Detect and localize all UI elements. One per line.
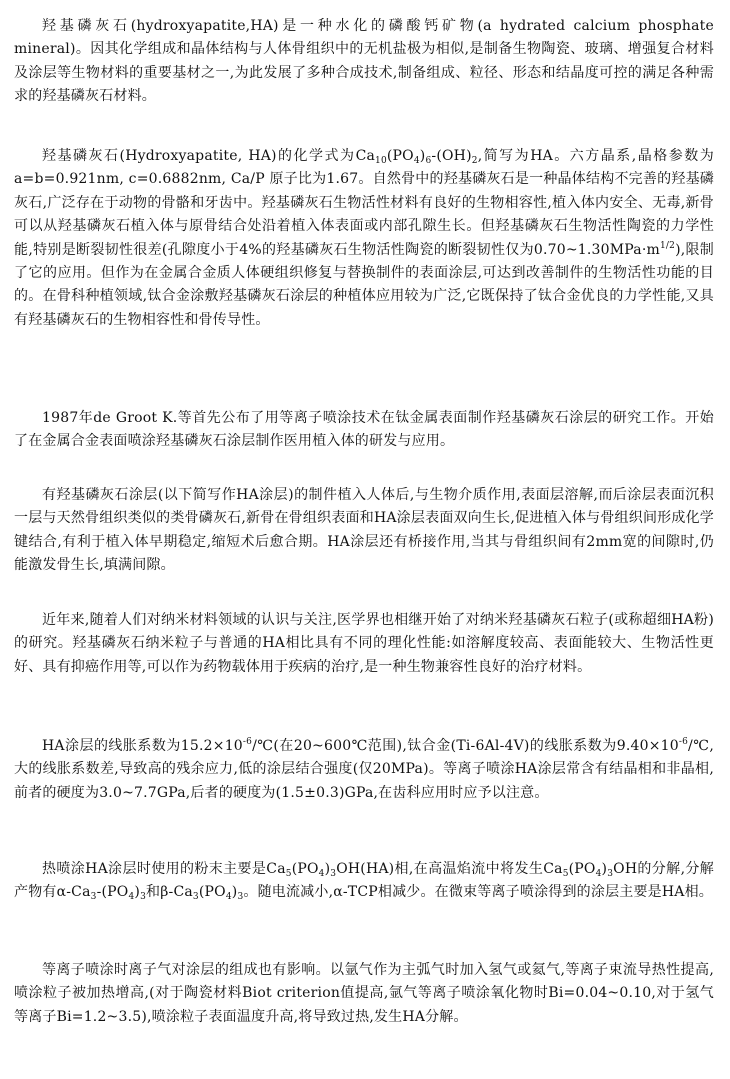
text-run: 羟基磷灰石(Hydroxyapatite, HA)的化学式为Ca [42,148,376,164]
text-run: ) [231,884,238,901]
text-run: ) [601,861,608,877]
text-run: 5 [562,869,569,879]
text-run: 4 [225,892,232,903]
text-run: 6 [425,156,432,166]
text-run: 羟基磷灰石(hydroxyapatite,HA)是一种水化的磷酸钙矿物(a hydrated calcium phosphate mineral)。因其化学组成和晶体结构与人体骨组织中的无机盐极为相似,是制备生物陶瓷、玻璃、增强复合材料及涂层等生物材料的重要基材之一,为此发展了多种合成技术,制备组成、粒径、形态和结晶度可控的满足各种需求的羟基磷灰石材料。 [14,18,714,105]
text-run: 3 [237,892,244,903]
text-run: OH(HA)相,在高温焰流中将发生Ca [336,861,563,877]
text-run: ) [134,884,141,901]
text-run: 4 [413,156,420,166]
text-run: -(PO [96,884,129,901]
text-run: -6 [242,737,253,747]
text-run: 3 [330,869,337,879]
text-run: (PO [291,861,319,877]
text-run: OH的分解,分解产物有α-Ca [14,861,714,901]
text-run: 1987年de Groot K.等首先公布了用等离子喷涂技术在钛金属表面制作羟基磷灰石涂层的研究工作。开始了在金属合金表面喷涂羟基磷灰石涂层制作医用植入体的研发与应用。 [14,410,714,450]
text-run: 等离子喷涂时离子气对涂层的组成也有影响。以氩气作为主弧气时加入氢气或氦气,等离子束流导热性提高,喷涂粒子被加热增高,(对于陶瓷材料Biot criterion值提高,氩气等离子喷涂氧化物时Bi=0.04~0.10,对于氢气等离子Bi=1.2~3.5),喷涂粒子表面温度升高,将导致过热,发生HA分解。 [14,962,714,1025]
text-run: 10 [375,156,387,166]
text-run: ) [324,861,331,877]
paragraph-8 [14,959,714,1029]
paragraph-6 [14,735,714,805]
paragraph-7 [14,858,714,905]
paragraph-5 [14,609,714,679]
text-run: ,简写为HA。六方晶系,晶格参数为a=b=0.921nm, c=0.6882nm, Ca/P 原子比为1.67。自然骨中的羟基磷灰石是一种晶体结构不完善的羟基磷灰石,广泛存在于动物的骨骼和牙齿中。羟基磷灰石生物活性材料有良好的生物相容性,植入体内安全、无毒,新骨可以从羟基磷灰石植入体与原骨结合处沿着植入体表面或内部孔隙生长。但羟基磷灰石生物活性陶瓷的力学性能,特别是断裂韧性很差(孔隙度小于4%的羟基磷灰石生物活性陶瓷的断裂韧性仅为0.70~1.30MPa·m [14,148,714,258]
text-run: 4 [128,892,135,903]
text-run: (PO [198,884,226,901]
text-run: 热喷涂HA涂层时使用的粉末主要是Ca [42,861,286,877]
text-run: 2 [471,156,478,166]
text-run: 1/2 [659,240,676,251]
text-run: 3 [607,869,614,879]
text-run: -6 [678,737,689,747]
text-run: 有羟基磷灰石涂层(以下简写作HA涂层)的制件植入人体后,与生物介质作用,表面层溶解,而后涂层表面沉积一层与天然骨组织类似的类骨磷灰石,新骨在骨组织表面和HA涂层表面双向生长,促进植入体与骨组织间形成化学键结合,有利于植入体早期稳定,缩短术后愈合期。HA涂层还有桥接作用,当其与骨组织间有2mm宽的间隙时,仍能激发骨生长,填满间隙。 [14,487,714,574]
text-run: 3 [140,892,147,903]
text-run: -(OH) [431,148,472,164]
text-run: 5 [285,869,292,879]
text-run: 4 [318,869,325,879]
text-run: 。随电流减小,α-TCP相减少。在微束等离子喷涂得到的涂层主要是HA相。 [243,884,713,901]
text-run: (PO [386,148,414,164]
text-run: 和β-Ca [146,884,193,901]
text-run: 3 [192,892,199,903]
paragraph-1 [14,15,714,109]
paragraph-3 [14,407,714,454]
paragraph-2 [14,145,714,332]
text-run: HA涂层的线胀系数为15.2×10 [42,738,243,754]
text-run: ) [419,148,426,164]
text-run: 3 [90,892,97,903]
text-run: ),限制了它的应用。但作为在金属合金质人体硬组织修复与替换制件的表面涂层,可达到改善制件的生物活性功能的目的。在骨科种植领域,钛合金涂敷羟基磷灰石涂层的种植体应用较为广泛,它既保持了钛合金优良的力学性能,又具有羟基磷灰石的生物相容性和骨传导性。 [14,241,714,328]
text-run: /℃,大的线胀系数差,导致高的残余应力,低的涂层结合强度(仅20MPa)。等离子喷涂HA涂层常含有结晶相和非晶相,前者的硬度为3.0~7.7GPa,后者的硬度为(1.5±0.3)GPa,在齿科应用时应予以注意。 [14,738,714,801]
text-run: (PO [568,861,596,877]
text-run: /℃(在20~600℃范围),钛合金(Ti-6Al-4V)的线胀系数为9.40×10 [252,738,679,754]
text-run: 4 [595,869,602,879]
text-run: 近年来,随着人们对纳米材料领域的认识与关注,医学界也相继开始了对纳米羟基磷灰石粒子(或称超细HA粉)的研究。羟基磷灰石纳米粒子与普通的HA相比具有不同的理化性能:如溶解度较高、表面能较大、生物活性更好、具有抑癌作用等,可以作为药物载体用于疾病的治疗,是一种生物兼容性良好的治疗材料。 [14,612,714,675]
paragraph-4 [14,484,714,578]
